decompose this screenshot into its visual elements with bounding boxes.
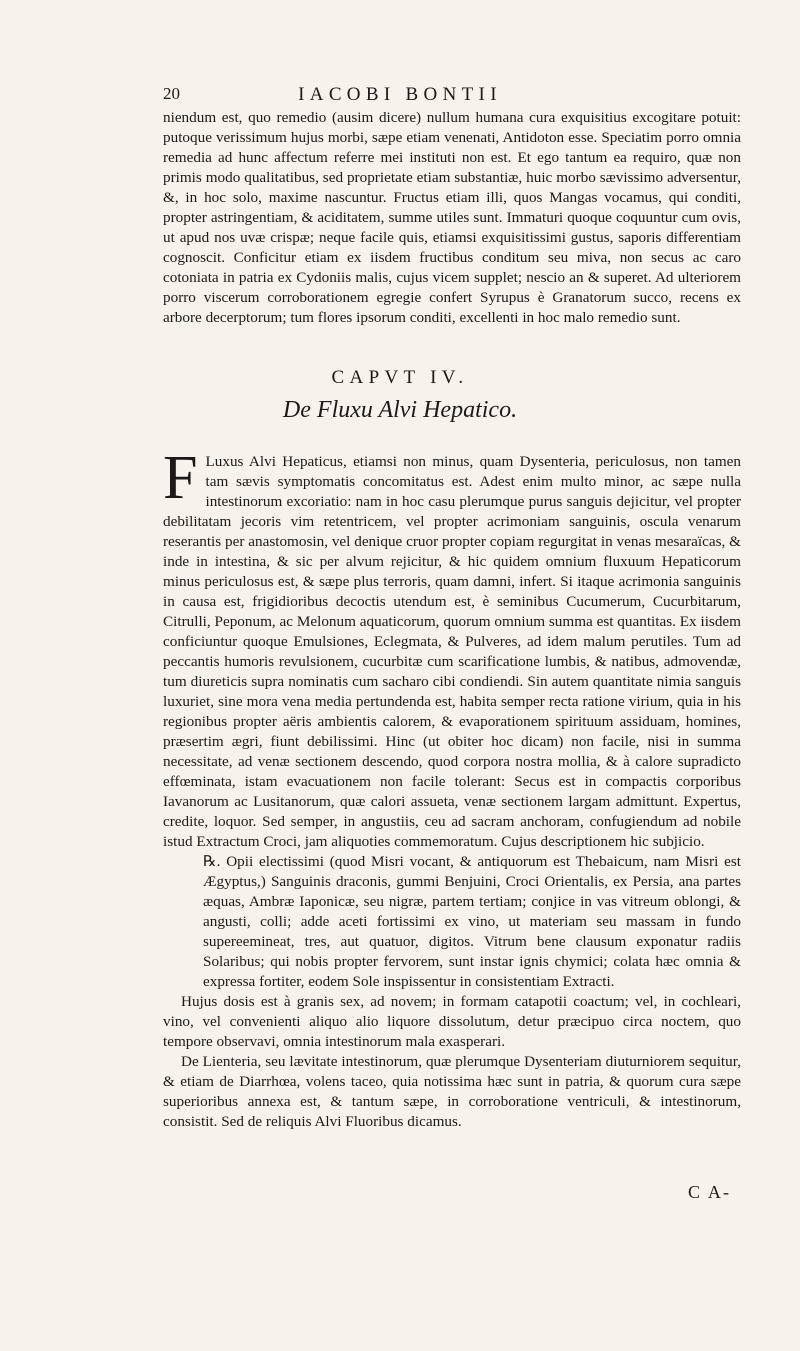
catchword: C A- — [688, 1182, 732, 1202]
body-paragraph-1-text: Luxus Alvi Hepaticus, etiamsi non minus, quam Dysenteria, periculosus, non tamen tam sævis symptomatis concomitatus est. Adest enim multo minor, ac sæpe nulla intestinorum excoriatio: nam in hoc casu plerumque purus sanguis dejicitur, vel propter debilitatam jecoris vim retentricem, vel propter acrimoniam sanguinis, oscula venarum reserantis per anastomosin, vel denique cruor propter copiam regurgitat in venas mesaraïcas, & inde in intestina, & sic per alvum rejicitur, & hic quidem omnium fluxuum Hepaticorum minus periculosus est, & sæpe plus terroris, quam damni, infert. Si itaque acrimonia sanguinis in causa est, frigidioribus decoctis utendum est, è seminibus Cucumerum, Cucurbitarum, Citrulli, Peponum, ac Melonum aquaticorum, quorum omnium summa est quantitas. Ex iisdem conficiuntur quoque Emulsiones, Eclegmata, & Pulveres, ad idem malum perutiles. Tum ad peccantis humoris revulsionem, cucurbitæ cum scarificatione lumbis, & natibus, admovendæ, tum diureticis supra nominatis cum sacharo cibi condiendi. Sin autem quantitate nimia sanguis luxuriet, sine mora vena media pertundenda est, habita semper recta ratione virium, quia in his regionibus propter aëris ambientis calorem, & evaporationem spirituum assiduam, homines, præsertim ægri, fiunt debilissimi. Hinc (ut obiter hoc dicam) non facile, nisi in summa necessitate, ad venæ sectionem descendo, quod corpora nostra mollia, & à calore supradicto effœminata, istam evacuationem non facile tolerant: Secus est in compactis corporibus Iavanorum ac Lusitanorum, quæ calori assueta, venæ sectionem largam admittunt. Expertus, credite, loquor. Sed semper, in angustiis, ceu ad sacram anchoram, confugiendum ad nobile istud Extractum Croci, jam aliquoties commemoratum. Cujus descriptionem hic subjicio. — [163, 453, 741, 850]
dosage-paragraph: Hujus dosis est à granis sex, ad novem; in formam catapotii coactum; vel, in cochleari, vino, vel convenienti aliquo alio liquore dissolutum, detur præcipuo circa noctem, quo tempore observavi, omnia intestinorum mala exasperari. — [163, 993, 741, 1050]
page-header — [0, 84, 800, 110]
intro-paragraph-block — [163, 108, 741, 328]
chapter-body — [163, 444, 741, 1132]
recipe-paragraph: ℞. Opii electissimi (quod Misri vocant, & antiquorum est Thebaicum, nam Misri est Ægyptus,) Sanguinis draconis, gummi Benjuini, Croci Orientalis, ex Persia, ana partes æquas, Ambræ Iaponicæ, seu nigræ, partem tertiam; conjice in vas vitreum oblongi, & angusti, colli; adde aceti fortissimi ex vino, ut materiam seu massam in fundo supereemineat, tres, aut quatuor, digitos. Vitrum bene clausum exponatur radiis Solaribus; qui nobis propter fervorem, sunt instar ignis chymici; colata hæc omnia & expressa fortiter, eodem Sole inspissentur in consistentiam Extracti. — [203, 853, 741, 990]
running-head: IACOBI BONTII — [298, 84, 502, 105]
chapter-title: De Fluxu Alvi Hepatico. — [282, 397, 518, 423]
chapter-heading: CAPVT IV. — [331, 367, 469, 388]
intro-paragraph: niendum est, quo remedio (ausim dicere) nullum humana cura exquisitius excogitare potuit: putoque verissimum hujus morbi, sæpe etiam venenati, Antidoton esse. Speciatim porro omnia remedia ad hunc affectum referre mei instituti non est. Et ego tantum ea requiro, quæ non primis modo qualitatibus, sed proprietate etiam substantiæ, huic morbo sævissimo adversentur, &, in hoc solo, maxime nascuntur. Fructus etiam illi, quos Mangas vocamus, qui conditi, propter astringentiam, & aciditatem, summe utiles sunt. Immaturi quoque coquuntur cum ovis, ut apud nos uvæ crispæ; neque facile quis, etiamsi exquisitissimi gustus, saporis differentiam cognoscit. Conficitur etiam ex iisdem fructibus conditum seu miva, non secus ac caro cotoniata in patria ex Cydoniis malis, cujus vicem supplet; nescio an & superet. Ad ulteriorem porro viscerum corroborationem egregie confert Syrupus è Granatorum succo, recens ex arbore decerptorum; tum flores ipsorum conditi, excellenti in hoc malo remedio sunt. — [163, 109, 741, 326]
body-paragraph-1 — [163, 444, 741, 852]
page-number: 20 — [163, 84, 180, 103]
lienteria-paragraph: De Lienteria, seu lævitate intestinorum, quæ plerumque Dysenteriam diuturniorem sequitur, & etiam de Diarrhœa, volens taceo, quia notissima hæc sunt in patria, & quorum cura sæpe superioribus annexa est, & tantum sæpe, in corroboratione ventriculi, & intestinorum, consistit. Sed de reliquis Alvi Fluoribus dicamus. — [163, 1053, 741, 1130]
drop-cap: F — [163, 444, 198, 512]
